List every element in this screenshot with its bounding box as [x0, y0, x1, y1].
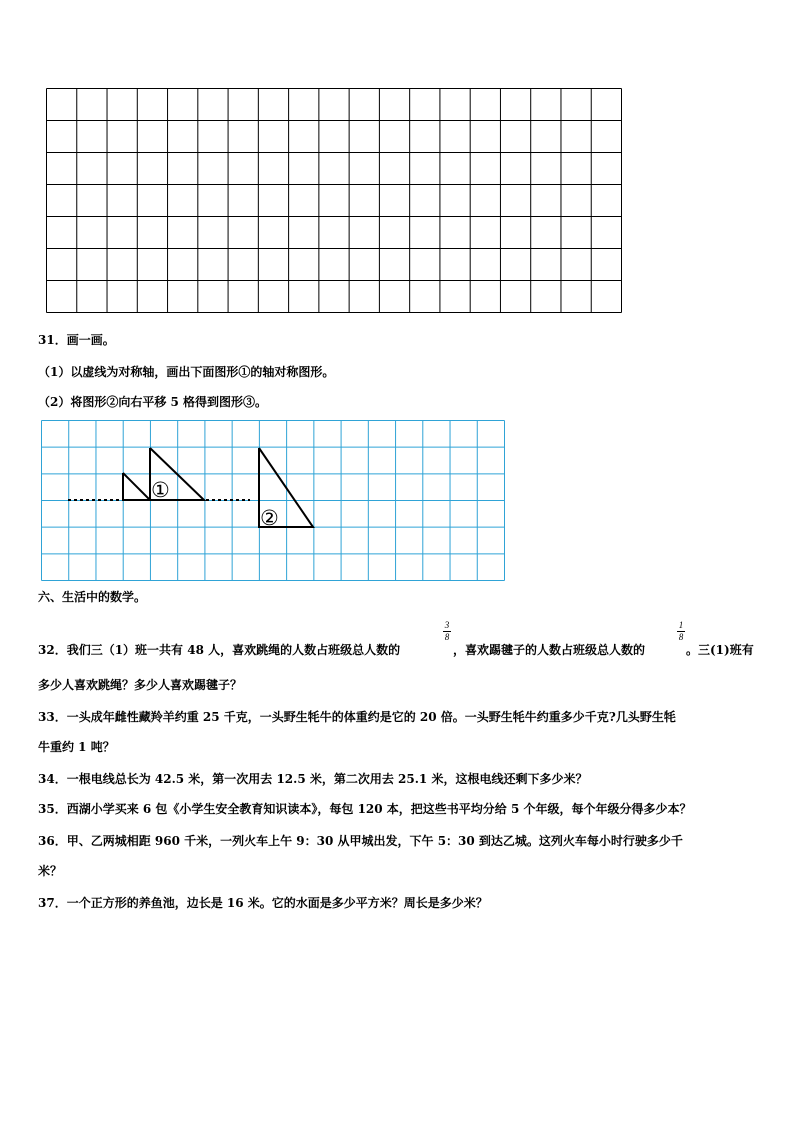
q32-line2: 多少人喜欢跳绳？多少人喜欢踢毽子？ [38, 678, 243, 692]
q31-sub2: （2）将图形②向右平移 5 格得到图形③。 [38, 395, 268, 409]
fraction-denominator: 8 [444, 632, 450, 642]
q33-line2: 牛重约 1 吨？ [38, 740, 115, 754]
q37-line1: 37．一个正方形的养鱼池，边长是 16 米。它的水面是多少平方米？周长是多少米？ [38, 896, 488, 910]
fraction-numerator: 1 [678, 620, 684, 630]
shape1-label: ① [151, 478, 170, 502]
q36-line1: 36．甲、乙两城相距 960 千米，一列火车上午 9：30 从甲城出发，下午 5：30 到达乙城。这列火车每小时行驶多少千 [38, 834, 683, 848]
q36-line2: 米？ [38, 864, 63, 878]
fraction-1-8 [677, 621, 685, 642]
shape1-small-triangle [123, 473, 150, 500]
q32-line1-b: ，喜欢踢毽子的人数占班级总人数的 [453, 643, 646, 657]
q33-line1: 33．一头成年雌性藏羚羊约重 25 千克，一头野生牦牛的体重约是它的 20 倍。一头野生牦牛约重多少千克?几头野生牦 [38, 710, 676, 724]
q31-sub1: （1）以虚线为对称轴，画出下面图形①的轴对称图形。 [38, 365, 335, 379]
q32-line1-c: 。三(1)班有 [686, 643, 754, 657]
fraction-numerator: 3 [444, 620, 450, 630]
section6-title: 六、生活中的数学。 [38, 590, 147, 604]
shape2-label: ② [260, 506, 279, 530]
q32-line1-a: 32．我们三（1）班一共有 48 人，喜欢跳绳的人数占班级总人数的 [38, 643, 401, 657]
q31-title: 31．画一画。 [38, 333, 115, 347]
q34-line1: 34．一根电线总长为 42.5 米，第一次用去 12.5 米，第二次用去 25.1 米，这根电线还剩下多少米？ [38, 772, 588, 786]
fraction-denominator: 8 [678, 632, 684, 642]
q35-line1: 35．西湖小学买来 6 包《小学生安全教育知识读本》，每包 120 本，把这些书平均分给 5 个年级，每个年级分得多少本？ [38, 802, 692, 816]
fraction-3-8 [443, 621, 451, 642]
